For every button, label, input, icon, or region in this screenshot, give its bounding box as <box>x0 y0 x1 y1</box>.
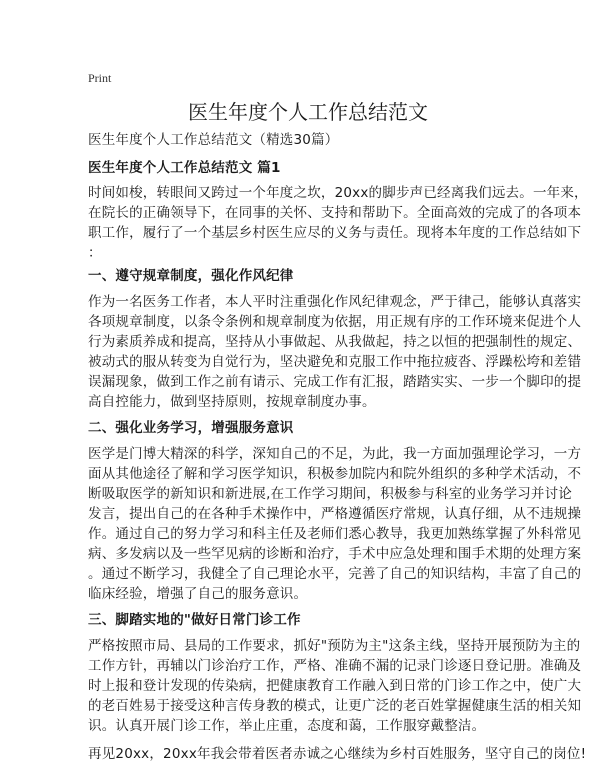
section-paragraph <box>88 636 582 736</box>
article-heading: 医生年度个人工作总结范文 篇1 <box>88 160 281 176</box>
text-line: 各项规章制度，以条令条例和规章制度为依据，用正规有序的工作环境来促进个人 <box>88 314 582 330</box>
text-line: 面从其他途径了解和学习医学知识，积极参加院内和院外组织的多种学术活动，不 <box>88 466 582 482</box>
text-line: 识。认真开展门诊工作，举止庄重，态度和蔼，工作服穿戴整洁。 <box>88 718 486 734</box>
subtitle: 医生年度个人工作总结范文（精选30篇） <box>88 132 339 148</box>
text-line: ： <box>88 245 102 261</box>
text-line: 工作方针，再辅以门诊治疗工作，严格、准确不漏的记录门诊逐日登记册。准确及 <box>88 658 582 674</box>
text-line: 发言，提出自己的在各种手术操作中，严格遵循医疗常规，认真仔细，从不违规操 <box>88 506 582 522</box>
text-line: 临床经验，增强了自己的服务意识。 <box>88 586 308 602</box>
text-line: 病、多发病以及一些罕见病的诊断和治疗，手术中应急处理和围手术期的处理方案 <box>88 546 582 562</box>
text-line: 误漏现象，做到工作之前有请示、完成工作有汇报，踏踏实实、一步一个脚印的提 <box>88 374 582 390</box>
text-line: 作。通过自己的努力学习和科主任及老师们悉心教导，我更加熟练掌握了外科常见 <box>88 526 582 542</box>
text-line: 严格按照市局、县局的工作要求，抓好"预防为主"这条主线，坚持开展预防为主的 <box>88 638 581 654</box>
text-line: 行为素质养成和提高，坚持从小事做起、从我做起，持之以恒的把强制性的规定、 <box>88 334 582 350</box>
closing-paragraph: 再见20xx，20xx年我会带着医者赤诚之心继续为乡村百姓服务，坚守自己的岗位! <box>88 746 587 762</box>
intro-paragraph <box>88 183 588 263</box>
print-label[interactable]: Print <box>88 71 112 85</box>
text-line: 在院长的正确领导下，在同事的关怀、支持和帮助下。全面高效的完成了的各项本 <box>88 205 582 221</box>
section-paragraph <box>88 292 582 412</box>
text-line: 。通过不断学习，我健全了自己理论水平，完善了自己的知识结构，丰富了自己的 <box>88 566 582 582</box>
text-line: 高自控能力，做到坚持原则，按规章制度办事。 <box>88 394 376 410</box>
document-page <box>88 70 588 764</box>
text-line: 时间如梭，转眼间又跨过一个年度之坎，20xx的脚步声已经离我们远去。一年来， <box>88 185 588 201</box>
section-heading: 二、强化业务学习，增强服务意识 <box>88 420 294 436</box>
text-line: 断吸取医学的新知识和新进展,在工作学习期间，积极参与科室的业务学习并讨论 <box>88 486 572 502</box>
text-line: 职工作，履行了一个基层乡村医生应尽的义务与责任。现将本年度的工作总结如下 <box>88 225 582 241</box>
text-line: 时上报和登计发现的传染病，把健康教育工作融入到日常的门诊工作之中，使广大 <box>88 678 582 694</box>
section-heading: 一、遵守规章制度，强化作风纪律 <box>88 268 294 284</box>
text-line: 医学是门博大精深的科学，深知自己的不足，为此，我一方面加强理论学习，一方 <box>88 446 582 462</box>
section-heading: 三、脚踏实地的"做好日常门诊工作 <box>88 612 301 628</box>
text-line: 作为一名医务工作者，本人平时注重强化作风纪律观念，严于律己，能够认真落实 <box>88 294 582 310</box>
section-paragraph <box>88 444 582 604</box>
text-line: 的老百姓易于接受这种言传身教的模式，让更广泛的老百姓掌握健康生活的相关知 <box>88 698 582 714</box>
text-line: 被动式的服从转变为自觉行为，坚决避免和克服工作中拖拉疲沓、浮躁松垮和差错 <box>88 354 582 370</box>
document-title: 医生年度个人工作总结范文 <box>188 100 428 124</box>
